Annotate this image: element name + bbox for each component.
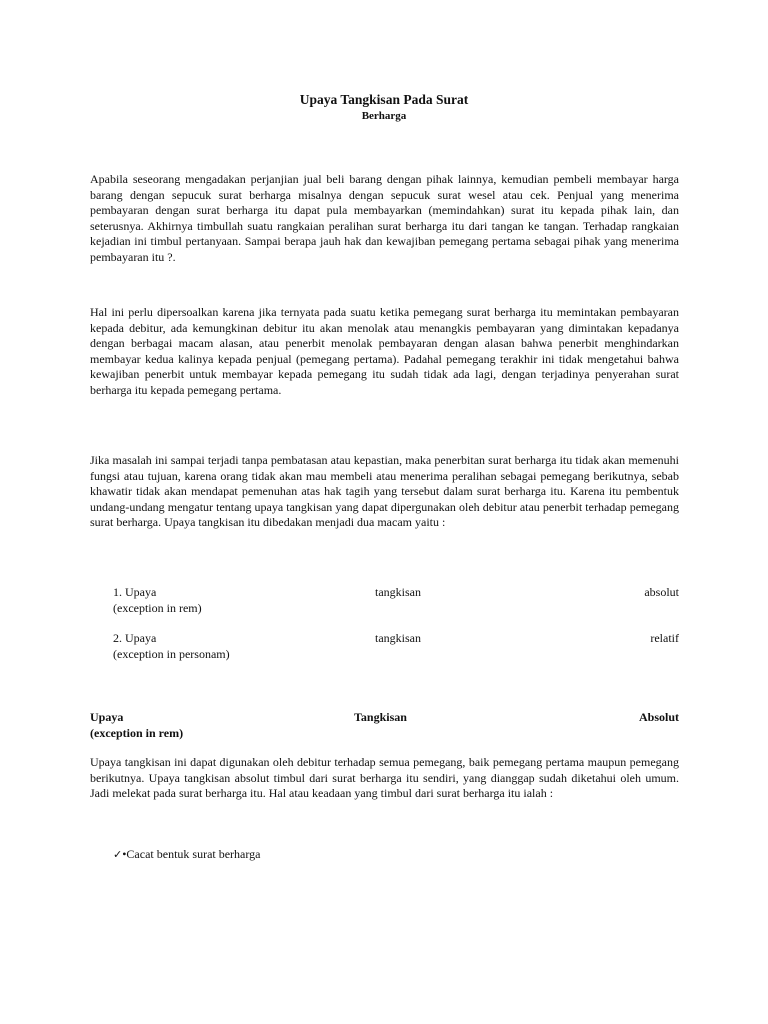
list-item-latin: (exception in rem) <box>113 600 202 615</box>
section-heading-line-2: (exception in rem) <box>90 725 184 740</box>
list-item-type: absolut <box>644 585 679 599</box>
section-heading-word-2: Tangkisan <box>354 710 407 724</box>
section-paragraph: Upaya tangkisan ini dapat digunakan oleh debitur terhadap semua pemegang, baik pemegang pertama maupun pemegang berikutnya. Upaya tangkisan absolut timbul dari surat berharga itu sendiri, yang dianggap sudah diketahui oleh umum. Jadi melekat pada surat berharga itu. Hal atau keadaan yang timbul dari surat berharga itu ialah : <box>90 755 679 800</box>
paragraph-3: Jika masalah ini sampai terjadi tanpa pembatasan atau kepastian, maka penerbitan surat berharga itu tidak akan memenuhi fungsi atau tujuan, karena orang tidak akan mau membeli atau menerima peralihan sebagai pemegang berikutnya, sebab khawatir tidak akan mendapat pemenuhan atas hak tagih yang tersebut dalam surat berharga itu. Karena itu pembentuk undang-undang mengatur tentang upaya tangkisan yang dapat dipergunakan oleh debitur atau penerbit terhadap pemegang surat berharga. Upaya tangkisan itu dibedakan menjadi dua macam yaitu : <box>90 453 679 529</box>
list-item-word: tangkisan <box>375 631 421 645</box>
list-item-latin: (exception in personam) <box>113 646 230 661</box>
bullet-item <box>113 847 260 863</box>
paragraph-2: Hal ini perlu dipersoalkan karena jika ternyata pada suatu ketika pemegang surat berharga itu memintakan pembayaran kepada debitur, ada kemungkinan debitur itu akan menolak atau menangkis pembayaran yang dimintakan kepadanya dengan berbagai macam alasan, atau penerbit menolak pembayaran dengan alasan bahwa penerbit menghindarkan membayar kedua kalinya kepada penjual (pemegang pertama). Padahal pemegang terakhir ini tidak mengetahui bahwa kewajiban penerbit untuk membayar kepada pemegang itu sudah tidak ada lagi, dengan terjadinya penyerahan surat berharga itu kepada pemegang pertama. <box>90 305 679 397</box>
list-item-number: 1. Upaya <box>113 585 157 599</box>
list-item-type: relatif <box>650 631 679 645</box>
list-item-word: tangkisan <box>375 585 421 599</box>
list-item-number: 2. Upaya <box>113 631 157 645</box>
checkmark-icon: ✓ <box>113 848 123 861</box>
paragraph-1: Apabila seseorang mengadakan perjanjian jual beli barang dengan pihak lainnya, kemudian pembeli membayar harga barang dengan sepucuk surat berharga misalnya dengan sepucuk surat wesel atau cek. Penjual yang menerima pembayaran dengan surat berharga itu dapat pula membayarkan (memindahkan) surat itu kepada pihak lain, dan seterusnya. Akhirnya timbullah suatu rangkaian peralihan surat berharga itu dari tangan ke tangan. Terhadap rangkaian kejadian ini timbul pertanyaan. Sampai berapa jauh hak dan kewajiban pemegang pertama sebagai pihak yang menerima pembayaran itu ?. <box>90 172 679 264</box>
bullet-text: •Cacat bentuk surat berharga <box>122 847 261 861</box>
document-title: Upaya Tangkisan Pada Surat <box>299 92 469 107</box>
document-subtitle: Berharga <box>361 110 407 122</box>
section-heading-word-1: Upaya <box>90 710 124 724</box>
section-heading-word-3: Absolut <box>638 710 679 724</box>
